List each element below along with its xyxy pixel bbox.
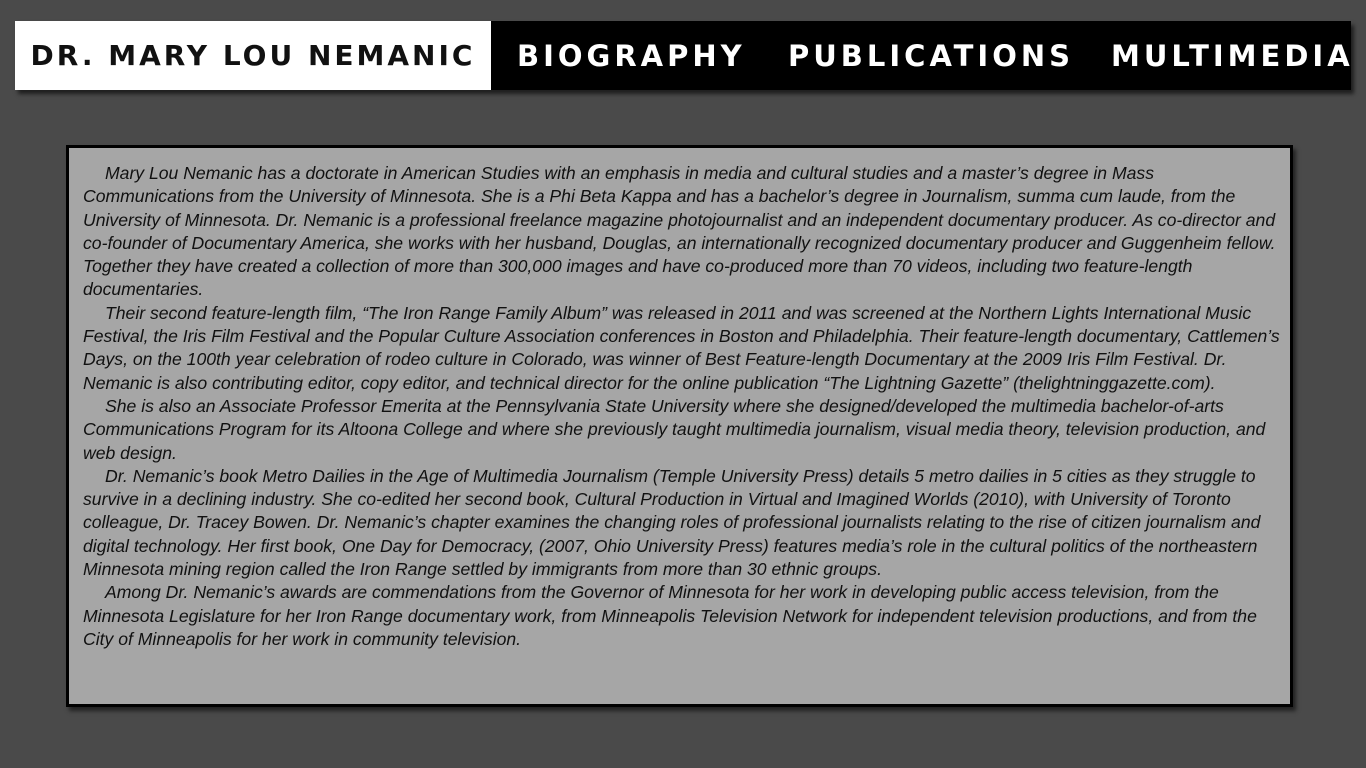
bio-paragraph: Their second feature-length film, “The Iron Range Family Album” was released in 2011 and was screened at the Northern Lights International Music Festival, the Iris Film Festival and the Popular Culture Association conferences in Boston and Philadelphia. Their feature-length documentary, Cattlemen’s Days, on the 100th year celebration of rodeo culture in Colorado, was winner of Best Feature-length Documentary at the 2009 Iris Film Festival. Dr. Nemanic is also contributing editor, copy editor, and technical director for the online publication “The Lightning Gazette” (thelightninggazette.com).: [83, 302, 1280, 393]
biography-panel: [66, 145, 1293, 707]
site-title-link[interactable]: DR. MARY LOU NEMANIC: [15, 21, 491, 90]
bio-paragraph: Among Dr. Nemanic’s awards are commendations from the Governor of Minnesota for her work in developing public access television, from the Minnesota Legislature for her Iron Range documentary work, from Minneapolis Television Network for independent television productions, and from the City of Minneapolis for her work in community television.: [83, 582, 1257, 649]
nav-biography-link[interactable]: BIOGRAPHY: [517, 38, 746, 73]
nav-multimedia-link[interactable]: MULTIMEDIA: [1111, 38, 1354, 73]
bio-paragraph: She is also an Associate Professor Emerita at the Pennsylvania State University where she designed/developed the multimedia bachelor-of-arts Communications Program for its Altoona College and where she previously taught multimedia journalism, visual media theory, television production, and web design.: [83, 395, 1266, 463]
bio-paragraph: Dr. Nemanic’s book Metro Dailies in the Age of Multimedia Journalism (Temple University Press) details 5 metro dailies in 5 cities as they struggle to survive in a declining industry. She co-edited her second book, Cultural Production in Virtual and Imagined Worlds (2010), with University of Toronto colleague, Dr. Tracey Bowen. Dr. Nemanic’s chapter examines the changing roles of professional journalists relating to the rise of citizen journalism and digital technology. Her first book, One Day for Democracy, (2007, Ohio University Press) features media’s role in the cultural politics of the northeastern Minnesota mining region called the Iron Range settled by immigrants from more than 30 ethnic groups.: [83, 465, 1261, 580]
top-navigation: [15, 21, 1354, 90]
nav-publications-link[interactable]: PUBLICATIONS: [788, 38, 1075, 73]
bio-paragraph: Mary Lou Nemanic has a doctorate in American Studies with an emphasis in media and cultural studies and a master’s degree in Mass Communications from the University of Minnesota. She is a Phi Beta Kappa and has a bachelor’s degree in Journalism, summa cum laude, from the University of Minnesota. Dr. Nemanic is a professional freelance magazine photojournalist and an independent documentary producer. As co-director and co-founder of Documentary America, she works with her husband, Douglas, an internationally recognized documentary producer and Guggenheim fellow. Together they have created a collection of more than 300,000 images and have co-produced more than 70 videos, including two feature-length documentaries.: [83, 163, 1276, 300]
